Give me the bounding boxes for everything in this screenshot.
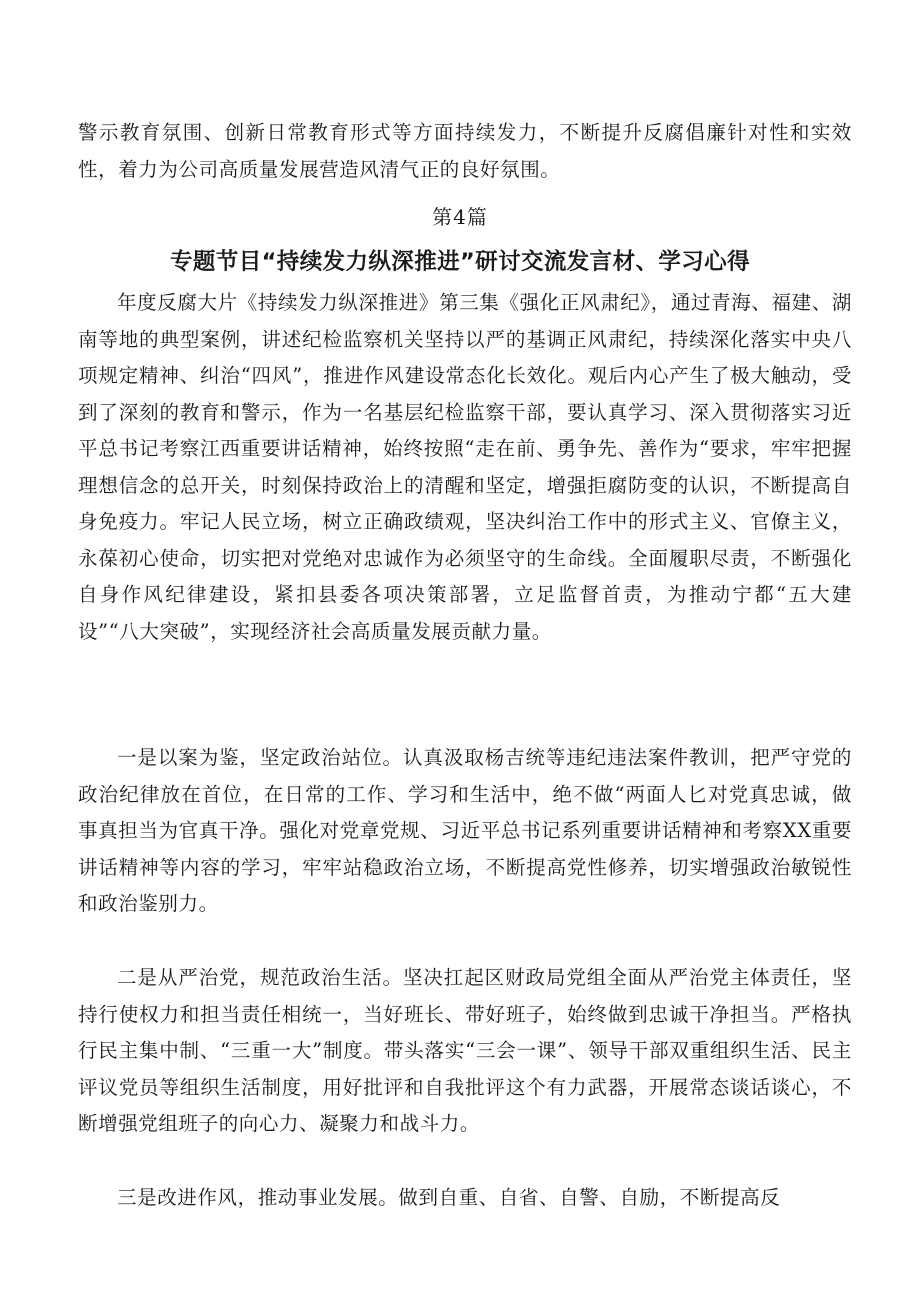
section-title: 专题节目“持续发力纵深推进”研讨交流发言材、学习心得 [170,249,750,275]
body-paragraph-1: 年度反腐大片《持续发力纵深推进》第三集《强化正风肃纪》，通过青海、福建、湖南等地的典型案例，讲述纪检监察机关坚持以严的基调正风肃纪，持续深化落实中央八项规定精神、纠治“四风”，推进作风建设常态化长效化。观后内心产生了极大触动，受到了深刻的教育和警示，作为一名基层纪检监察干部，要认真学习、深入贯彻落实习近平总书记考察江西重要讲话精神，始终按照“走在前、勇争先、善作为“要求，牢牢把握理想信念的总开关，时刻保持政治上的清醒和坚定，增强拒腐防变的认识，不断提高自身免疫力。牢记人民立场，树立正确政绩观，坚决纠治工作中的形式主义、官僚主义，永葆初心使命，切实把对党绝对忠诚作为必须坚守的生命线。全面履职尽责，不断强化自身作风纪律建设，紧扣县委各项决策部署，立足监督首责，为推动宁都“五大建设”“八大突破”，实现经济社会高质量发展贡献力量。 [78,291,852,643]
body-paragraph-4: 三是改进作风，推动事业发展。做到自重、自省、自警、自励，不断提高反 [117,1186,781,1209]
intro-paragraph: 警示教育氛围、创新日常教育形式等方面持续发力，不断提升反腐倡廉针对性和实效性，着力为公司高质量发展营造风清气正的良好氛围。 [78,121,852,181]
section-label: 第4篇 [432,205,488,229]
body-paragraph-2: 一是以案为鉴，坚定政治站位。认真汲取杨吉统等违纪违法案件教训，把严守党的政治纪律放在首位，在日常的工作、学习和生活中，绝不做“两面人匕对党真忠诚，做事真担当为官真干净。强化对党章党规、习近平总书记系列重要讲话精神和考察XX重要讲话精神等内容的学习，牢牢站稳政治立场，不断提高党性修养，切实增强政治敏锐性和政治鉴别力。 [78,746,852,915]
body-paragraph-3: 二是从严治党，规范政治生活。坚决扛起区财政局党组全面从严治党主体责任，坚持行使权力和担当责任相统一，当好班长、带好班子，始终做到忠诚干净担当。严格执行民主集中制、“三重一大”制度。带头落实“三会一课”、领导干部双重组织生活、民主评议党员等组织生活制度，用好批评和自我批评这个有力武器，开展常态谈话谈心，不断增强党组班子的向心力、凝聚力和战斗力。 [78,966,852,1135]
